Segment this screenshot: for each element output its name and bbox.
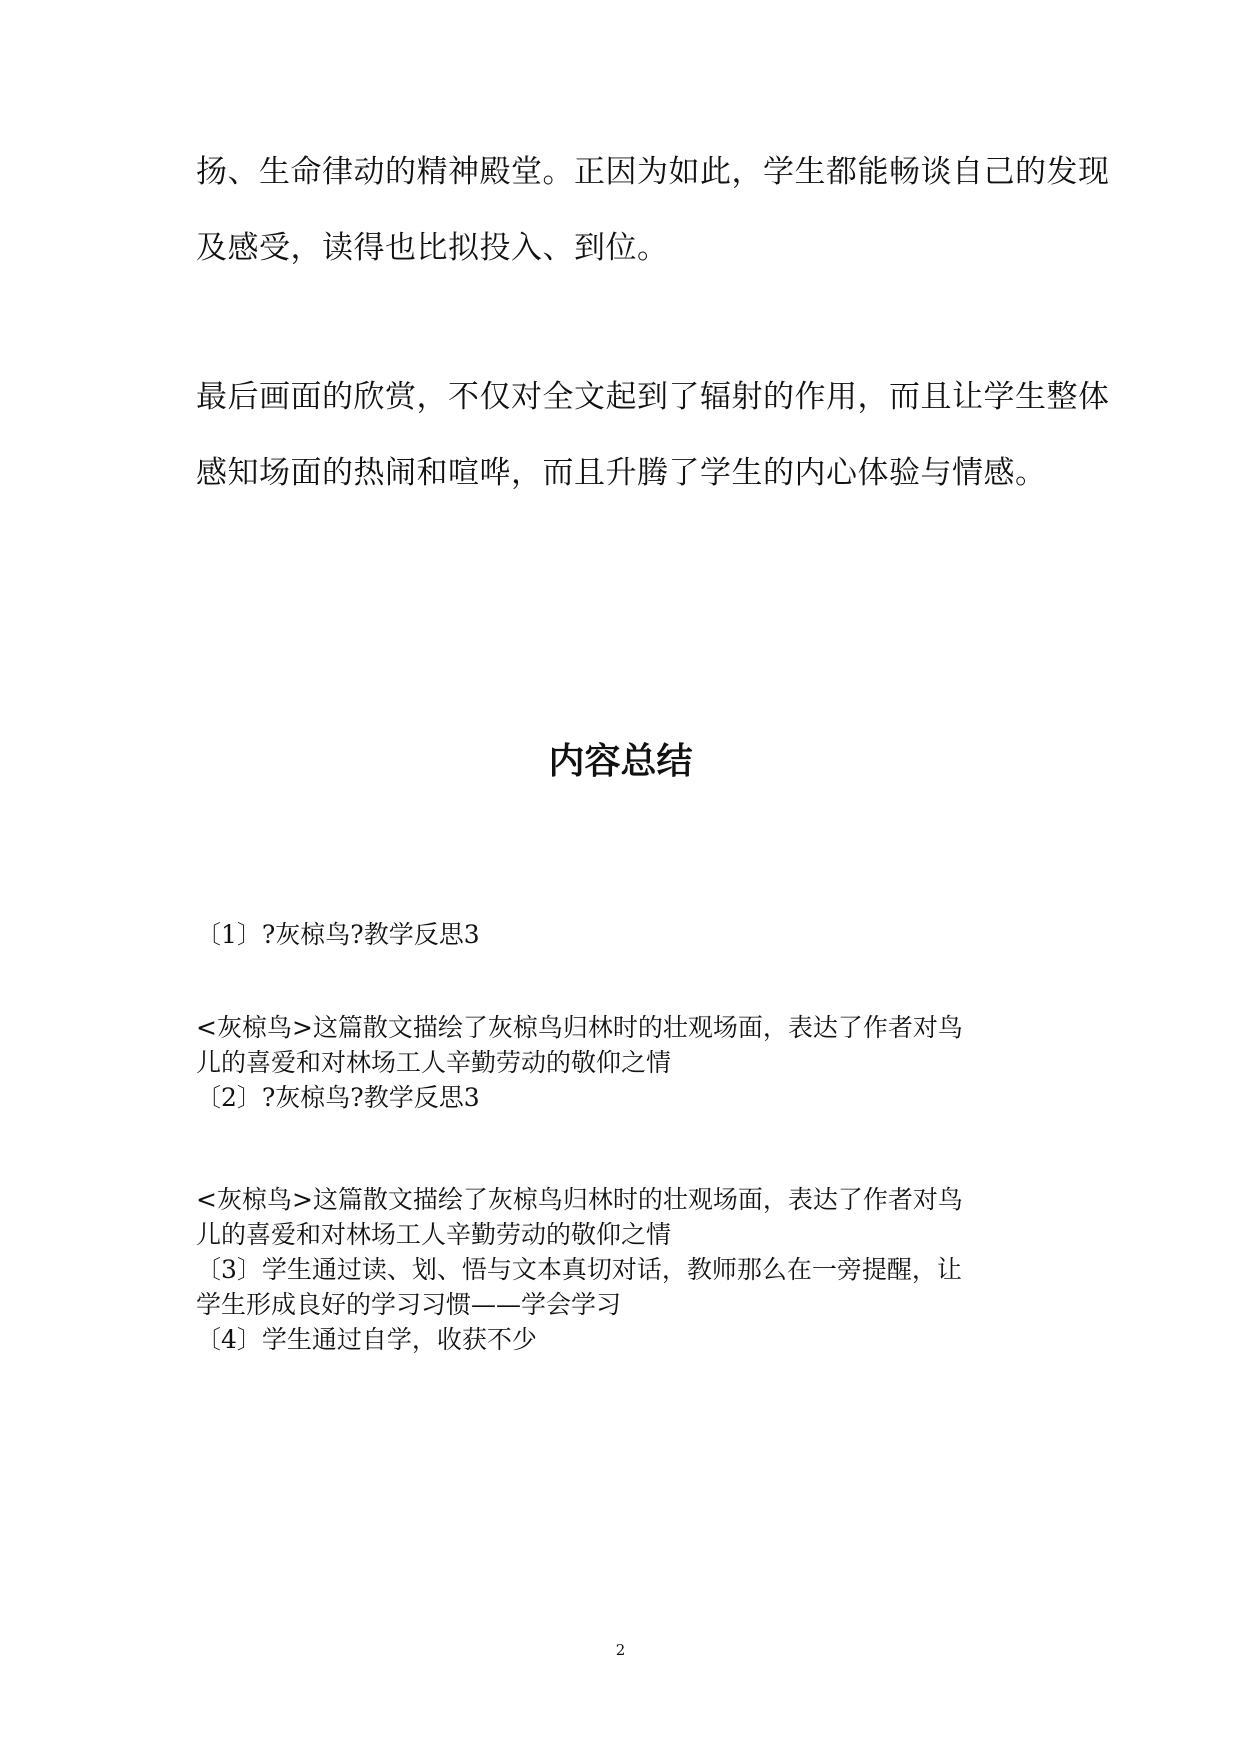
paragraph-line: 感知场面的热闹和喧哗，而且升腾了学生的内心体验与情感。 — [196, 455, 1047, 491]
paragraph-line: 最后画面的欣赏，不仅对全文起到了辐射的作用，而且让学生整体 — [196, 379, 1110, 415]
paragraph-line: 扬、生命律动的精神殿堂。正因为如此，学生都能畅谈自己的发现 — [196, 154, 1110, 190]
summary-item: 儿的喜爱和对林场工人辛勤劳动的敬仰之情 — [196, 1220, 672, 1249]
summary-item: 〔2〕?灰椋鸟?教学反思3 — [196, 1083, 480, 1112]
summary-item: 〔3〕学生通过读、划、悟与文本真切对话，教师那么在一旁提醒，让 — [196, 1255, 962, 1284]
section-heading: 内容总结 — [548, 741, 693, 782]
summary-item: 〔1〕?灰椋鸟?教学反思3 — [196, 920, 480, 949]
summary-item: 〔4〕学生通过自学，收获不少 — [196, 1325, 537, 1354]
summary-item: 学生形成良好的学习习惯——学会学习 — [196, 1290, 622, 1319]
paragraph-line: 及感受，读得也比拟投入、到位。 — [196, 230, 669, 266]
summary-item: 儿的喜爱和对林场工人辛勤劳动的敬仰之情 — [196, 1048, 672, 1077]
summary-item: <灰椋鸟>这篇散文描绘了灰椋鸟归林时的壮观场面，表达了作者对鸟 — [196, 1013, 963, 1042]
page-number: 2 — [615, 1641, 626, 1659]
summary-item: <灰椋鸟>这篇散文描绘了灰椋鸟归林时的壮观场面，表达了作者对鸟 — [196, 1185, 963, 1214]
